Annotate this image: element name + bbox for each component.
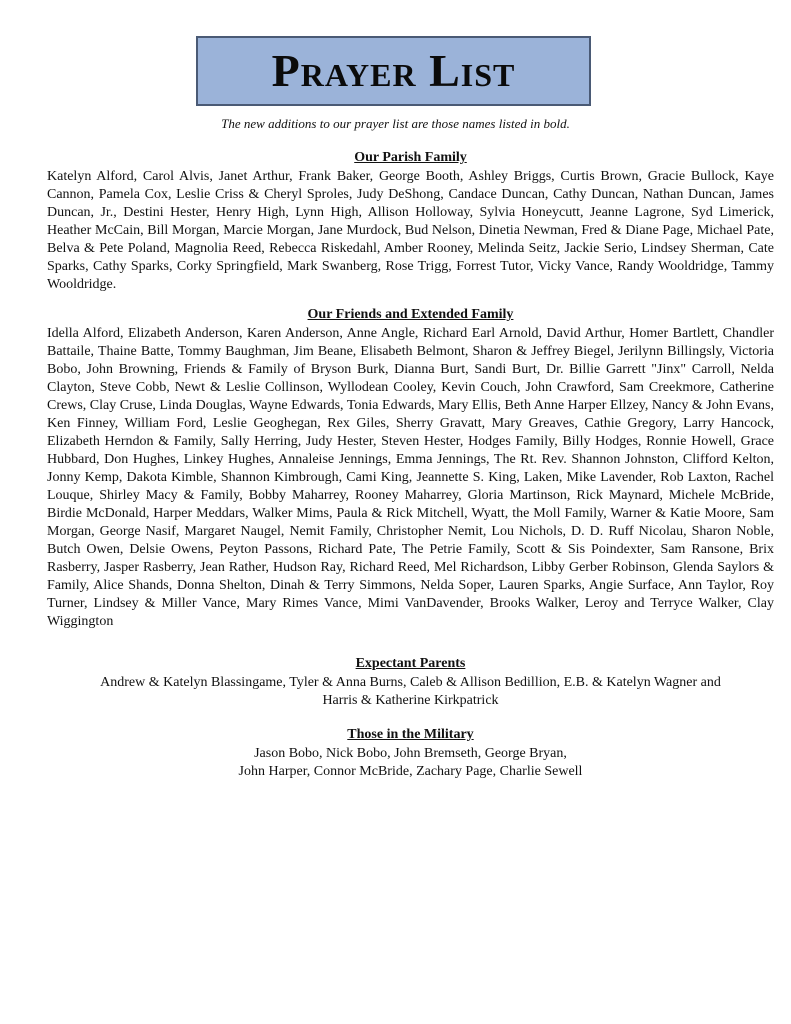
page-title: Prayer List	[271, 45, 516, 96]
section-heading-friends: Our Friends and Extended Family	[307, 307, 514, 322]
section-expectant-parents	[47, 655, 774, 710]
section-parish-family	[47, 149, 774, 294]
section-heading-parish: Our Parish Family	[354, 150, 467, 165]
section-heading-expectant: Expectant Parents	[355, 656, 466, 671]
military-names-line-2: John Harper, Connor McBride, Zachary Page, Charlie Sewell	[238, 764, 583, 779]
section-heading-military: Those in the Military	[347, 727, 474, 742]
title-box	[196, 36, 591, 106]
expectant-names: Andrew & Katelyn Blassingame, Tyler & Anna Burns, Caleb & Allison Bedillion, E.B. & Katelyn Wagner and Harris & Katherine Kirkpatrick	[100, 675, 721, 708]
section-friends-family	[47, 306, 774, 631]
friends-names: Idella Alford, Elizabeth Anderson, Karen Anderson, Anne Angle, Richard Earl Arnold, David Arthur, Homer Bartlett, Chandler Battaile, Thaine Batte, Tommy Baughman, Jim Beane, Elisabeth Belmont, Sharon & Jeffrey Biegel, Jerilynn Billingsly, Victoria Bobo, John Browning, Friends & Family of Bryson Burk, Dianna Burt, Sandi Burt, Dr. Billie Garrett "Jinx" Carroll, Nelda Clayton, Steve Cobb, Newt & Leslie Collinson, Wyllodean Cooley, Kevin Couch, John Crawford, Sam Creekmore, Catherine Crews, Clay Cruse, Linda Douglas, Wayne Edwards, Tonia Edwards, Mary Ellis, Beth Anne Harper Ellzey, Nancy & John Evans, Ken Finney, William Ford, Leslie Geoghegan, Rex Giles, Sherry Gravatt, Mary Greaves, Cathie Gregory, Larry Hancock, Elizabeth Herndon & Family, Sally Herring, Judy Hester, Steven Hester, Hodges Family, Billy Hodges, Ronnie Howell, Grace Hubbard, Don Hughes, Linkey Hughes, Annaleise Jennings, Emma Jennings, The Rt. Rev. Shannon Johnston, Clifford Kelton, Jonny Kemp, Dakota Kimble, Shannon Kimbrough, Cami King, Jeannette S. King, Laken, Mike Lavender, Rob Laxton, Rachel Louque, Shirley Macy & Family, Bobby Maharrey, Rooney Maharrey, Gloria Martinson, Rick Maynard, Michele McBride, Birdie McDonald, Harper Meddars, Walker Mims, Paula & Rick Mitchell, Wyatt, the Moll Family, Warner & Katie Moore, Sam Morgan, George Nasif, Margaret Naugel, Nemit Family, Christopher Nemit, Lou Nichols, D. D. Ruff Nicolau, Sharon Noble, Butch Owen, Delsie Owens, Peyton Passons, Richard Pate, The Petrie Family, Scott & Sis Poindexter, Sam Ransone, Brix Rasberry, Jasper Rasberry, Jean Rather, Hudson Ray, Richard Reed, Mel Richardson, Libby Gerber Robinson, Glenda Saylors & Family, Alice Shands, Donna Shelton, Dinah & Terry Simmons, Nelda Soper, Lauren Sparks, Angie Surface, Ann Taylor, Roy Turner, Lindsey & Miller Vance, Mary Rimes Vance, Mimi VanDavender, Brooks Walker, Leroy and Terryce Walker, Clay Wiggington	[47, 326, 774, 629]
military-names-line-1: Jason Bobo, Nick Bobo, John Bremseth, George Bryan,	[254, 746, 567, 761]
subtitle-note: The new additions to our prayer list are those names listed in bold.	[221, 116, 570, 131]
parish-names: Katelyn Alford, Carol Alvis, Janet Arthur, Frank Baker, George Booth, Ashley Briggs, Curtis Brown, Gracie Bullock, Kaye Cannon, Pamela Cox, Leslie Criss & Cheryl Sproles, Judy DeShong, Candace Duncan, Cathy Duncan, Nathan Duncan, James Duncan, Jr., Destini Hester, Henry High, Lynn High, Allison Holloway, Sylvia Honeycutt, Jeanne Lagrone, Syd Limerick, Heather McCain, Bill Morgan, Marcie Morgan, Jane Murdock, Bud Nelson, Dinetia Newman, Fred & Diane Page, Michael Pate, Belva & Pete Poland, Magnolia Reed, Rebecca Riskedahl, Amber Rooney, Melinda Seitz, Jackie Serio, Lindsey Sherman, Cate Sparks, Cathy Sparks, Corky Springfield, Mark Swanberg, Rose Trigg, Forrest Tutor, Vicky Vance, Randy Wooldridge, Tammy Wooldridge.	[47, 169, 774, 292]
section-military	[47, 726, 774, 781]
